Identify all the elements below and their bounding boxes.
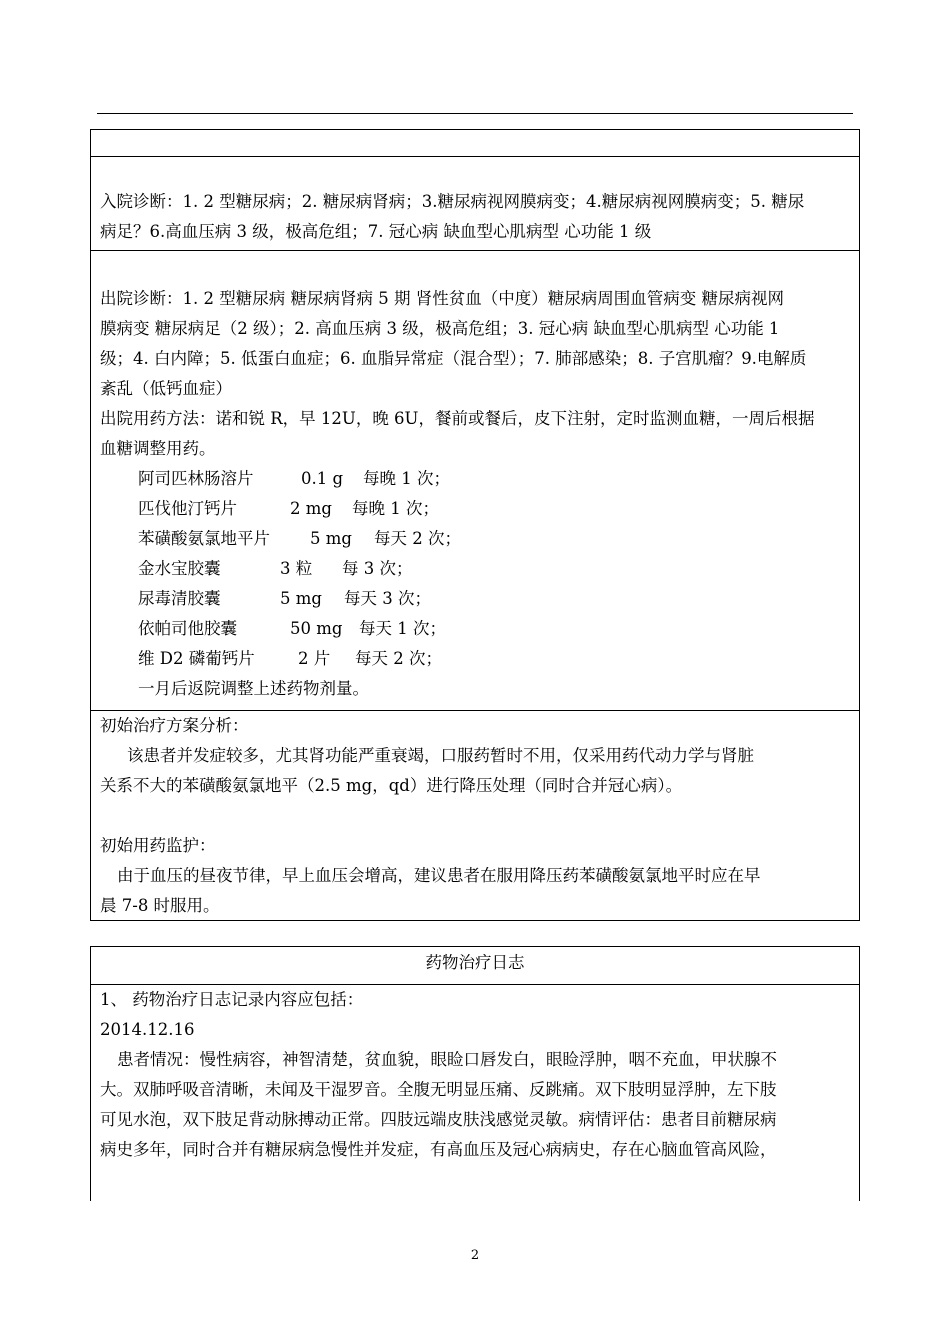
medication-row bbox=[100, 554, 850, 584]
med-dose: 0.1 g bbox=[301, 469, 344, 488]
empty-row bbox=[91, 130, 859, 157]
discharge-line: 紊乱（低钙血症） bbox=[100, 379, 232, 398]
header-rule bbox=[97, 113, 853, 114]
log-content-cell bbox=[91, 985, 859, 1201]
med-freq: 每天 3 次； bbox=[344, 589, 431, 608]
discharge-cell bbox=[91, 251, 859, 711]
med-dose: 2 片 bbox=[298, 649, 331, 668]
analysis-title: 初始治疗方案分析： bbox=[100, 716, 249, 735]
med-name: 尿毒清胶囊 bbox=[138, 589, 221, 608]
medication-row bbox=[100, 614, 850, 644]
monitor-line: 由于血压的昼夜节律，早上血压会增高，建议患者在服用降压药苯磺酸氨氯地平时应在早 bbox=[117, 866, 761, 885]
log-line: 可见水泡，双下肢足背动脉搏动正常。四肢远端皮肤浅感觉灵敏。病情评估：患者目前糖尿病 bbox=[100, 1110, 777, 1129]
medication-row bbox=[100, 494, 850, 524]
med-dose: 2 mg bbox=[290, 499, 332, 518]
followup-note: 一月后返院调整上述药物剂量。 bbox=[138, 679, 369, 698]
med-name: 阿司匹林肠溶片 bbox=[138, 469, 254, 488]
analysis-line: 该患者并发症较多，尤其肾功能严重衰竭，口服药暂时不用，仅采用药代动力学与肾脏 bbox=[127, 746, 754, 765]
case-table bbox=[90, 129, 860, 921]
med-freq: 每晚 1 次； bbox=[352, 499, 439, 518]
med-name: 维 D2 磷葡钙片 bbox=[138, 649, 255, 668]
med-freq: 每晚 1 次； bbox=[363, 469, 450, 488]
med-dose: 50 mg bbox=[290, 619, 343, 638]
admission-line: 入院诊断：1. 2 型糖尿病；2. 糖尿病肾病；3.糖尿病视网膜病变；4.糖尿病视网膜病变；5. 糖尿 bbox=[100, 192, 805, 211]
med-name: 金水宝胶囊 bbox=[138, 559, 221, 578]
med-dose: 5 mg bbox=[310, 529, 352, 548]
medication-row bbox=[100, 464, 850, 494]
med-dose: 3 粒 bbox=[280, 559, 313, 578]
log-date: 2014.12.16 bbox=[100, 1020, 195, 1039]
med-name: 匹伐他汀钙片 bbox=[138, 499, 237, 518]
discharge-line: 血糖调整用药。 bbox=[100, 439, 216, 458]
medication-row bbox=[100, 524, 850, 554]
medication-row bbox=[100, 584, 850, 614]
med-name: 苯磺酸氨氯地平片 bbox=[138, 529, 270, 548]
log-item: 1、 药物治疗日志记录内容应包括： bbox=[100, 990, 364, 1009]
med-freq: 每天 2 次； bbox=[374, 529, 461, 548]
admission-line: 病足？6.高血压病 3 级，极高危组；7. 冠心病 缺血型心肌病型 心功能 1 级 bbox=[100, 222, 652, 241]
page-number: 2 bbox=[470, 1248, 480, 1263]
discharge-line: 膜病变 糖尿病足（2 级）；2. 高血压病 3 级，极高危组；3. 冠心病 缺血型心肌病型 心功能 1 bbox=[100, 319, 780, 338]
log-line: 病史多年，同时合并有糖尿病急慢性并发症，有高血压及冠心病病史，存在心脑血管高风险， bbox=[100, 1140, 777, 1159]
monitor-line: 晨 7-8 时服用。 bbox=[100, 896, 220, 915]
monitor-title: 初始用药监护： bbox=[100, 836, 216, 855]
med-freq: 每天 1 次； bbox=[359, 619, 446, 638]
med-name: 依帕司他胶囊 bbox=[138, 619, 237, 638]
analysis-cell bbox=[91, 711, 859, 921]
log-line: 患者情况：慢性病容，神智清楚，贫血貌，眼睑口唇发白，眼睑浮肿，咽不充血，甲状腺不 bbox=[117, 1050, 777, 1069]
log-line: 大。双肺呼吸音清晰，未闻及干湿罗音。全腹无明显压痛、反跳痛。双下肢明显浮肿，左下肢 bbox=[100, 1080, 777, 1099]
discharge-line: 级；4. 白内障；5. 低蛋白血症；6. 血脂异常症（混合型）；7. 肺部感染；8. 子宫肌瘤？9.电解质 bbox=[100, 349, 807, 368]
discharge-line: 出院用药方法：诺和锐 R，早 12U，晚 6U，餐前或餐后，皮下注射，定时监测血糖，一周后根据 bbox=[100, 409, 815, 428]
medication-row bbox=[100, 644, 850, 674]
admission-diagnosis-cell bbox=[91, 157, 859, 251]
log-title: 药物治疗日志 bbox=[91, 947, 859, 985]
therapy-log-table bbox=[90, 946, 860, 1201]
med-freq: 每天 2 次； bbox=[355, 649, 442, 668]
med-freq: 每 3 次； bbox=[342, 559, 413, 578]
analysis-line: 关系不大的苯磺酸氨氯地平（2.5 mg，qd）进行降压处理（同时合并冠心病）。 bbox=[100, 776, 683, 795]
med-dose: 5 mg bbox=[280, 589, 322, 608]
discharge-line: 出院诊断：1. 2 型糖尿病 糖尿病肾病 5 期 肾性贫血（中度）糖尿病周围血管病变 糖尿病视网 bbox=[100, 289, 784, 308]
